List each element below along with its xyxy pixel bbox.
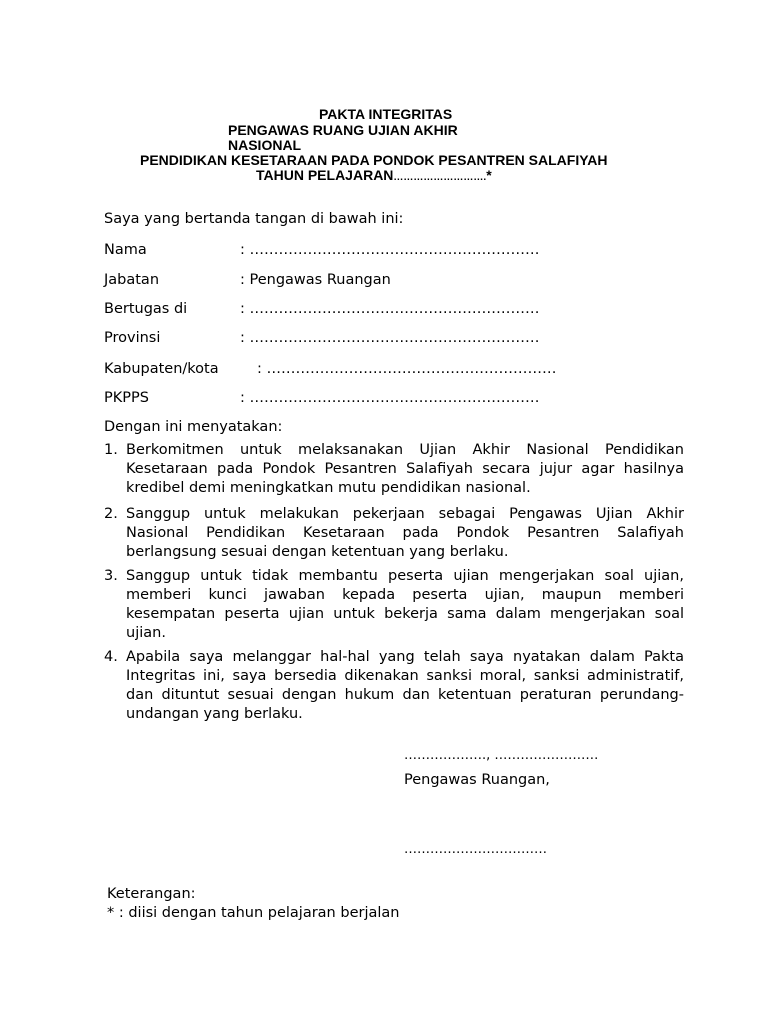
note-text: * : diisi dengan tahun pelajaran berjalan: [107, 905, 400, 921]
field-label-nama: Nama: [104, 242, 147, 258]
field-value-bertugas: : ……………………………………………………: [240, 301, 540, 317]
list-item: [104, 441, 684, 498]
list-item-number: 2.: [104, 506, 118, 522]
doc-subtitle-3: PENDIDIKAN KESETARAAN PADA PONDOK PESANTREN SALAFIYAH: [140, 152, 608, 168]
intro-text: Saya yang bertanda tangan di bawah ini:: [104, 211, 404, 227]
field-label-pkpps: PKPPS: [104, 390, 149, 406]
field-value-kabupaten: : ……………………………………………………: [257, 361, 557, 377]
doc-subtitle-1: PENGAWAS RUANG UJIAN AKHIR: [228, 122, 458, 138]
list-item-number: 1.: [104, 442, 118, 458]
note-title: Keterangan:: [107, 886, 196, 902]
list-item: [104, 505, 684, 562]
year-dots: ……………………….: [393, 172, 487, 183]
list-item: [104, 648, 684, 724]
year-asterisk: *: [486, 167, 492, 183]
signature-role: Pengawas Ruangan,: [404, 772, 550, 788]
doc-subtitle-2: NASIONAL: [228, 137, 302, 153]
signature-name-line: ……………………………: [404, 842, 547, 857]
statement-intro: Dengan ini menyatakan:: [104, 419, 283, 435]
list-item-text: Apabila saya melanggar hal-hal yang telah saya nyatakan dalam Pakta Integritas ini, saya bersedia dikenakan sanksi moral, sanksi administratif, dan dituntut sesuai dengan hukum dan ketentuan peraturan perundang-undangan yang berlaku.: [126, 649, 684, 722]
doc-subtitle-year: [256, 167, 492, 183]
field-label-kabupaten: Kabupaten/kota: [104, 361, 219, 377]
list-item-text: Sanggup untuk tidak membantu peserta ujian mengerjakan soal ujian, memberi kunci jawaban kepada peserta ujian, maupun memberi kesempatan peserta ujian untuk bekerja sama dalam mengerjakan soal ujian.: [126, 568, 684, 641]
list-item-number: 4.: [104, 649, 118, 665]
signature-place-date: ………………., ……………………: [404, 748, 599, 763]
list-item: [104, 567, 684, 643]
statement-list: [104, 441, 684, 729]
list-item-number: 3.: [104, 568, 118, 584]
field-label-jabatan: Jabatan: [104, 272, 160, 288]
year-label: TAHUN PELAJARAN: [256, 167, 394, 183]
field-label-bertugas: Bertugas di: [104, 301, 188, 317]
field-value-pkpps: : ……………………………………………………: [240, 390, 540, 406]
field-value-jabatan: : Pengawas Ruangan: [240, 272, 391, 288]
list-item-text: Sanggup untuk melakukan pekerjaan sebagai Pengawas Ujian Akhir Nasional Pendidikan Kesetaraan pada Pondok Pesantren Salafiyah berlangsung sesuai dengan ketentuan yang berlaku.: [126, 506, 684, 560]
field-value-nama: : ……………………………………………………: [240, 242, 540, 258]
list-item-text: Berkomitmen untuk melaksanakan Ujian Akhir Nasional Pendidikan Kesetaraan pada Pondok Pesantren Salafiyah secara jujur agar hasilnya kredibel demi meningkatkan mutu pendidikan nasional.: [126, 442, 684, 496]
field-value-provinsi: : ……………………………………………………: [240, 330, 540, 346]
field-label-provinsi: Provinsi: [104, 330, 161, 346]
doc-title: PAKTA INTEGRITAS: [319, 106, 453, 122]
